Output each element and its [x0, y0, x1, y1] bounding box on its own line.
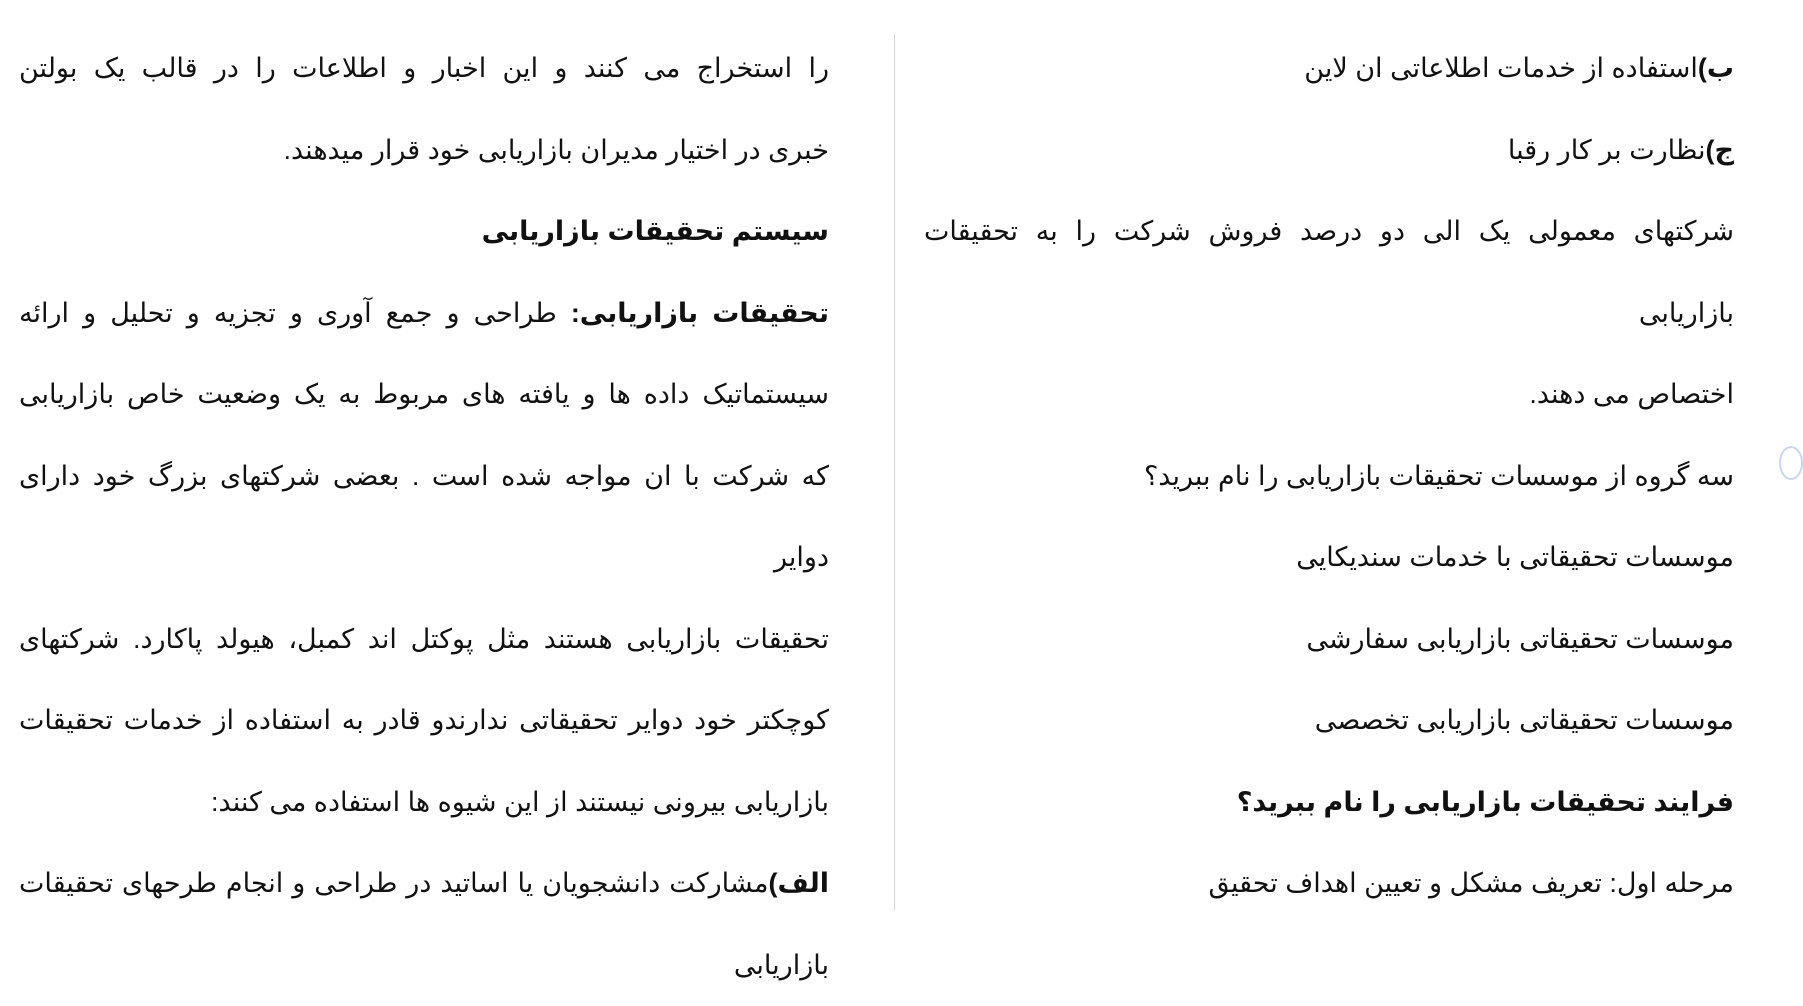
definition-text: طراحی و جمع آوری و تجزیه و تحلیل و ارائه [19, 298, 571, 328]
paragraph-line: تحقیقات بازاریابی هستند مثل پوکتل اند کمبل، هیولد پاکارد. شرکتهای [19, 599, 829, 681]
list-item-label: ج) [1706, 135, 1734, 165]
answer-item: موسسات تحقیقاتی بازاریابی تخصصی [924, 680, 1734, 762]
right-page-text [924, 28, 1734, 925]
list-item-label: ب) [1698, 53, 1734, 83]
page-edge-marker[interactable] [1779, 446, 1803, 480]
paragraph-line: بازاریابی بیرونی نیستند از این شیوه ها استفاده می کنند: [19, 762, 829, 844]
paragraph-line: اختصاص می دهند. [924, 354, 1734, 436]
definition-line [19, 273, 829, 355]
paragraph-line: خبری در اختیار مدیران بازاریابی خود قرار میدهند. [19, 110, 829, 192]
paragraph-line: بازاریابی [19, 925, 829, 1006]
definition-term: تحقیقات بازاریابی: [571, 298, 829, 328]
paragraph-line: را استخراج می کنند و این اخبار و اطلاعات را در قالب یک بولتن [19, 28, 829, 110]
question-heading: فرایند تحقیقات بازاریابی را نام ببرید؟ [924, 762, 1734, 844]
paragraph-line: که شرکت با ان مواجه شده است . بعضی شرکتهای بزرگ خود دارای دوایر [19, 436, 829, 599]
list-item-text: مشارکت دانشجویان یا اساتید در طراحی و انجام طرحهای تحقیقات [19, 868, 768, 898]
section-heading: سیستم تحقیقات بازاریابی [19, 191, 829, 273]
paragraph-line: شرکتهای معمولی یک الی دو درصد فروش شرکت را به تحقیقات بازاریابی [924, 191, 1734, 354]
right-page [895, 0, 1793, 911]
list-item-text: نظارت بر کار رقبا [1508, 135, 1706, 165]
list-item-jim [924, 110, 1734, 192]
paragraph-line: سیستماتیک داده ها و یافته های مربوط به یک وضعیت خاص بازاریابی [19, 354, 829, 436]
list-item-label: الف) [768, 868, 829, 898]
step-item: مرحله اول: تعریف مشکل و تعیین اهداف تحقیق [924, 843, 1734, 925]
answer-item: موسسات تحقیقاتی با خدمات سندیکایی [924, 517, 1734, 599]
paragraph-line: کوچکتر خود دوایر تحقیقاتی ندارندو قادر به استفاده از خدمات تحقیقات [19, 680, 829, 762]
list-item-alef [19, 843, 829, 925]
list-item-text: استفاده از خدمات اطلاعاتی ان لاین [1304, 53, 1698, 83]
left-page [0, 0, 894, 911]
question-text: سه گروه از موسسات تحقیقات بازاریابی را نام ببرید؟ [924, 436, 1734, 518]
list-item-be [924, 28, 1734, 110]
left-page-text [19, 28, 829, 1006]
answer-item: موسسات تحقیقاتی بازاریابی سفارشی [924, 599, 1734, 681]
